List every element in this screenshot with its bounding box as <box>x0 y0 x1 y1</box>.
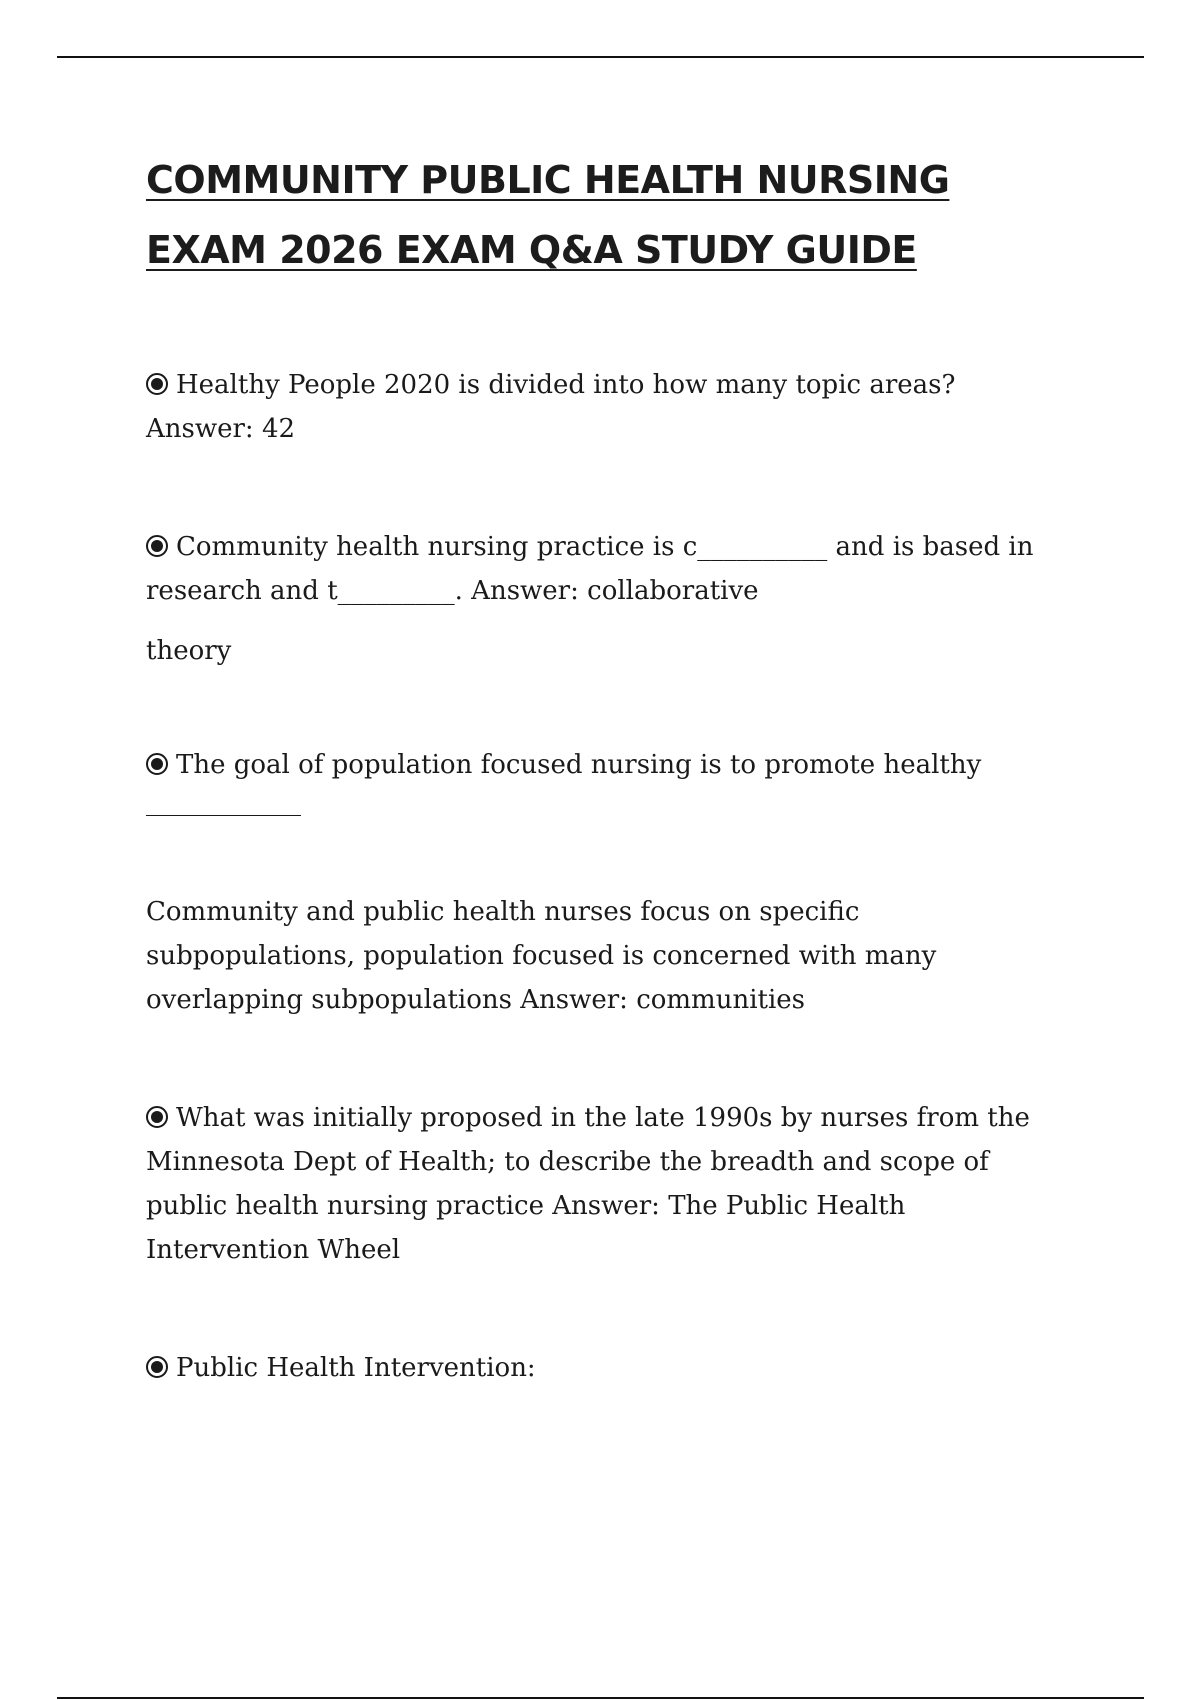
question-text: Public Health Intervention: <box>176 1353 536 1383</box>
question-text: The goal of population focused nursing is to promote healthy <box>176 750 982 780</box>
document-title: COMMUNITY PUBLIC HEALTH NURSING EXAM 2026 EXAM Q&A STUDY GUIDE <box>146 158 950 272</box>
qa-item-4: Community and public health nurses focus on specific subpopulations, population focused is concerned with many overlapping subpopulations Answer: communities <box>146 897 937 1015</box>
fisheye-bullet-icon <box>146 373 168 395</box>
question-text: What was initially proposed in the late 1990s by nurses from the Minnesota Dept of Health; to describe the breadth and scope of public health nursing practice Answer: The Public Health Intervention Wheel <box>146 1103 1030 1265</box>
answer-continuation: theory <box>146 636 232 666</box>
top-rule <box>57 56 1144 58</box>
qa-item-3 <box>146 743 1076 816</box>
document-body <box>146 145 1076 1390</box>
fill-in-blank-line <box>146 815 301 816</box>
qa-item-1 <box>146 363 1076 451</box>
bottom-rule <box>57 1697 1144 1699</box>
answer-text: Answer: 42 <box>146 414 296 444</box>
qa-item-6 <box>146 1346 1076 1390</box>
qa-item-5 <box>146 1096 1076 1272</box>
fisheye-bullet-icon <box>146 753 168 775</box>
question-text: Healthy People 2020 is divided into how many topic areas? <box>176 370 956 400</box>
qa-item-2 <box>146 525 1076 613</box>
question-text: Community health nursing practice is c__________ and is based in research and t_________. Answer: collaborative <box>146 532 1034 606</box>
fisheye-bullet-icon <box>146 535 168 557</box>
fisheye-bullet-icon <box>146 1106 168 1128</box>
fisheye-bullet-icon <box>146 1356 168 1378</box>
